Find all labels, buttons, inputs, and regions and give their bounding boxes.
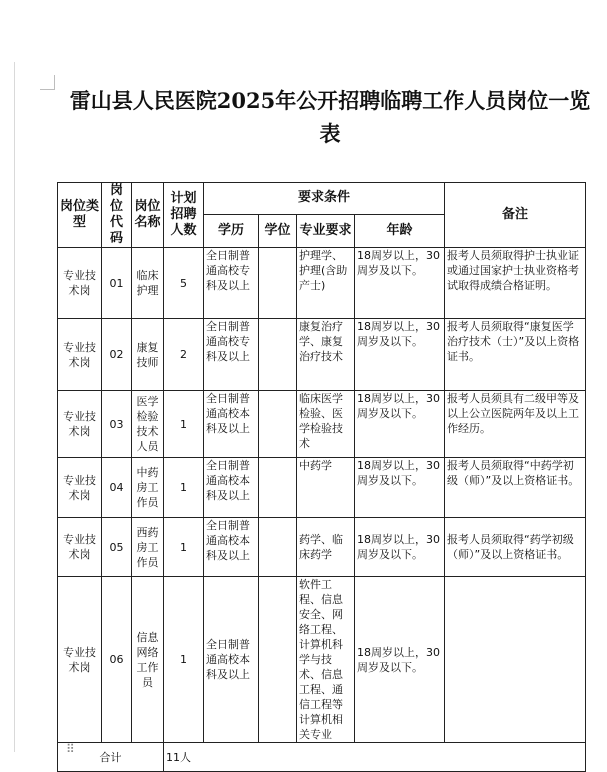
cell-major: 药学、临床药学: [297, 518, 355, 577]
total-label: 合计: [58, 743, 164, 772]
cell-degree: [259, 319, 297, 391]
cell-age: 18周岁以上，30周岁及以下。: [355, 391, 445, 458]
cell-code: 05: [102, 518, 132, 577]
cell-education: 全日制普通高校本科及以上: [204, 577, 259, 743]
header-notes: 备注: [445, 183, 586, 248]
cell-notes: [445, 577, 586, 743]
cell-name: 医学检验技术人员: [132, 391, 164, 458]
table-row: [58, 577, 586, 743]
table-row: [58, 319, 586, 391]
cell-type: 专业技术岗: [58, 458, 102, 518]
cell-age: 18周岁以上，30周岁及以下。: [355, 248, 445, 319]
positions-table: [57, 182, 586, 772]
cell-name: 临床护理: [132, 248, 164, 319]
cell-notes: 报考人员须取得“中药学初级（师）”及以上资格证书。: [445, 458, 586, 518]
total-value: 11人: [164, 743, 586, 772]
header-major: 专业要求: [297, 214, 355, 247]
cell-code: 03: [102, 391, 132, 458]
cell-education: 全日制普通高校本科及以上: [204, 391, 259, 458]
cell-major: 软件工程、信息安全、网络工程、计算机科学与技术、信息工程、通信工程等计算机相关专业: [297, 577, 355, 743]
cell-major: 临床医学检验、医学检验技术: [297, 391, 355, 458]
cell-name: 西药房工作员: [132, 518, 164, 577]
cell-type: 专业技术岗: [58, 248, 102, 319]
table-row: [58, 458, 586, 518]
header-code: 岗位代码: [102, 183, 132, 248]
cell-count: 1: [164, 577, 204, 743]
cell-age: 18周岁以上，30周岁及以下。: [355, 458, 445, 518]
cell-name: 中药房工作员: [132, 458, 164, 518]
cell-major: 中药学: [297, 458, 355, 518]
cell-age: 18周岁以上，30周岁及以下。: [355, 518, 445, 577]
cell-name: 康复技师: [132, 319, 164, 391]
cell-age: 18周岁以上，30周岁及以下。: [355, 577, 445, 743]
page-left-edge: [14, 62, 15, 752]
header-education: 学历: [204, 214, 259, 247]
cell-age: 18周岁以上，30周岁及以下。: [355, 319, 445, 391]
table-row: [58, 248, 586, 319]
cell-major: 护理学、护理(含助产士): [297, 248, 355, 319]
cell-name: 信息网络工作员: [132, 577, 164, 743]
cell-degree: [259, 458, 297, 518]
cell-code: 01: [102, 248, 132, 319]
cell-notes: 报考人员须具有二级甲等及以上公立医院两年及以上工作经历。: [445, 391, 586, 458]
cell-type: 专业技术岗: [58, 391, 102, 458]
header-requirements: 要求条件: [204, 183, 445, 215]
header-age: 年龄: [355, 214, 445, 247]
table-row: [58, 391, 586, 458]
table-row: [58, 518, 586, 577]
header-type: 岗位类型: [58, 183, 102, 248]
cell-degree: [259, 391, 297, 458]
cell-education: 全日制普通高校专科及以上: [204, 319, 259, 391]
cell-type: 专业技术岗: [58, 577, 102, 743]
cell-code: 04: [102, 458, 132, 518]
cell-notes: 报考人员须取得“药学初级（师）”及以上资格证书。: [445, 518, 586, 577]
cell-count: 1: [164, 518, 204, 577]
header-count: 计划招聘人数: [164, 183, 204, 248]
header-degree: 学位: [259, 214, 297, 247]
cell-degree: [259, 577, 297, 743]
total-row: [58, 743, 586, 772]
table-drag-handle[interactable]: ⠿: [66, 742, 75, 756]
header-name: 岗位名称: [132, 183, 164, 248]
cell-type: 专业技术岗: [58, 319, 102, 391]
cell-major: 康复治疗学、康复治疗技术: [297, 319, 355, 391]
margin-corner-mark: [40, 75, 55, 90]
cell-count: 1: [164, 391, 204, 458]
cell-count: 5: [164, 248, 204, 319]
cell-type: 专业技术岗: [58, 518, 102, 577]
cell-degree: [259, 248, 297, 319]
cell-education: 全日制普通高校本科及以上: [204, 458, 259, 518]
cell-code: 02: [102, 319, 132, 391]
cell-notes: 报考人员须取得“康复医学治疗技术（士）”及以上资格证书。: [445, 319, 586, 391]
cell-education: 全日制普通高校本科及以上: [204, 518, 259, 577]
cell-count: 1: [164, 458, 204, 518]
cell-degree: [259, 518, 297, 577]
cell-code: 06: [102, 577, 132, 743]
cell-education: 全日制普通高校专科及以上: [204, 248, 259, 319]
cell-count: 2: [164, 319, 204, 391]
document-title: 雷山县人民医院2025年公开招聘临聘工作人员岗位一览表: [69, 88, 591, 146]
cell-notes: 报考人员须取得护士执业证或通过国家护士执业资格考试取得成绩合格证明。: [445, 248, 586, 319]
